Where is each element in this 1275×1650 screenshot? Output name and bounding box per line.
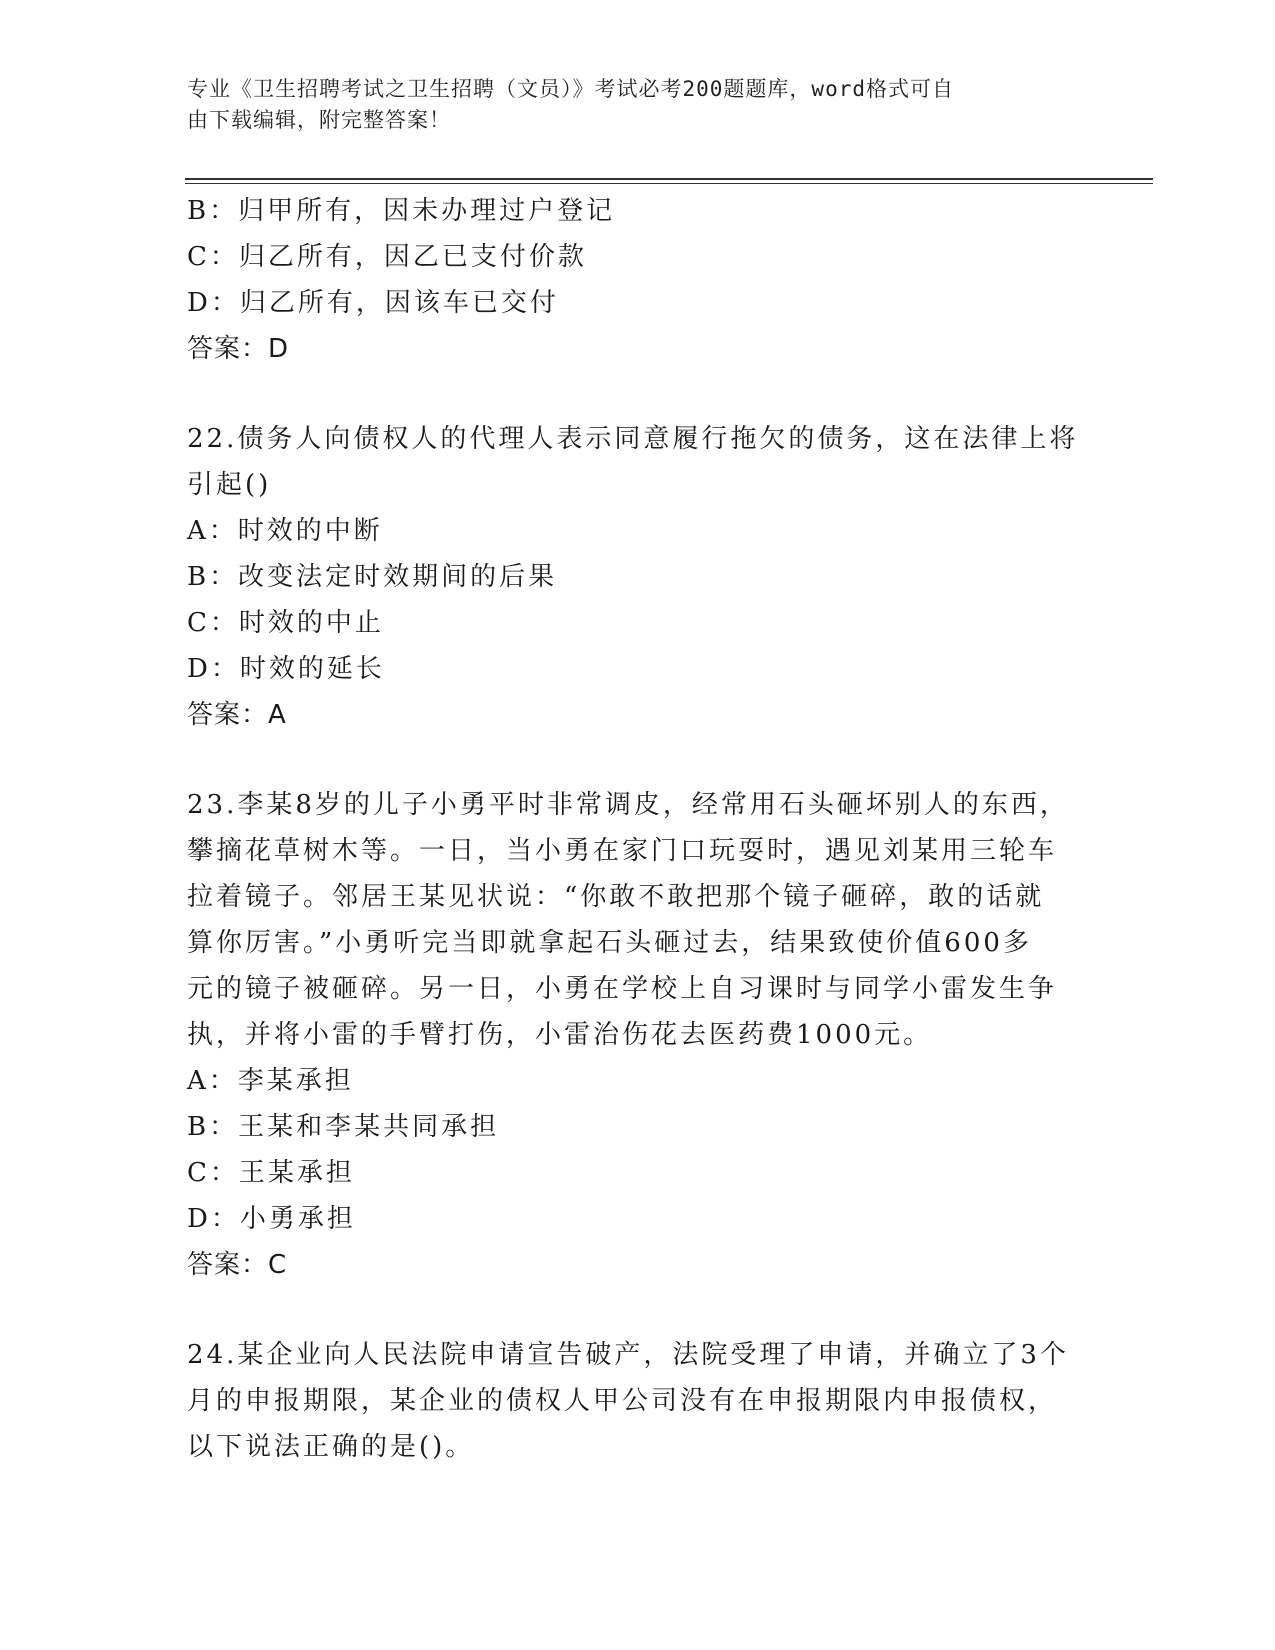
question-list [187, 188, 1087, 1470]
header-line-1: 专业《卫生招聘考试之卫生招聘（文员）》考试必考200题题库，word格式可自 [187, 77, 954, 101]
option-a: A：时效的中断 [187, 516, 383, 546]
question-stem-line: 引起() [187, 470, 272, 500]
option-d: D：时效的延长 [187, 654, 385, 684]
option-b: B：王某和李某共同承担 [187, 1112, 500, 1142]
question-stem-line: 24.某企业向人民法院申请宣告破产，法院受理了申请，并确立了3个 [187, 1340, 1069, 1370]
answer-line: 答案：C [187, 1250, 288, 1280]
option-c: C：时效的中止 [187, 608, 384, 638]
option-d: D：归乙所有，因该车已交付 [187, 288, 559, 318]
answer-line: 答案：D [187, 334, 290, 364]
question-stem-line: 算你厉害。”小勇听完当即就拿起石头砸过去，结果致使价值600多 [187, 928, 1032, 958]
header-line-2: 由下载编辑，附完整答案！ [187, 108, 451, 132]
question-stem-line: 23.李某8岁的儿子小勇平时非常调皮，经常用石头砸坏别人的东西， [187, 790, 1069, 820]
question-stem-line: 月的申报期限，某企业的债权人甲公司没有在申报期限内申报债权， [187, 1386, 1058, 1416]
header-divider-thin [185, 183, 1153, 184]
question-22-block [187, 416, 1087, 738]
spacer [187, 372, 1087, 416]
option-a: A：李某承担 [187, 1066, 354, 1096]
spacer [187, 1288, 1087, 1332]
option-b: B：归甲所有，因未办理过户登记 [187, 196, 616, 226]
question-23-block [187, 782, 1087, 1288]
document-header [187, 74, 1067, 136]
option-c: C：王某承担 [187, 1158, 355, 1188]
spacer [187, 738, 1087, 782]
question-stem-line: 攀摘花草树木等。一日，当小勇在家门口玩耍时，遇见刘某用三轮车 [187, 836, 1058, 866]
question-stem-line: 元的镜子被砸碎。另一日，小勇在学校上自习课时与同学小雷发生争 [187, 974, 1058, 1004]
answer-line: 答案：A [187, 700, 287, 730]
question-stem-line: 拉着镜子。邻居王某见状说：“你敢不敢把那个镜子砸碎，敢的话就 [187, 882, 1045, 912]
option-c: C：归乙所有，因乙已支付价款 [187, 242, 587, 272]
header-divider-thick [185, 178, 1153, 180]
question-stem-line: 执，并将小雷的手臂打伤，小雷治伤花去医药费1000元。 [187, 1020, 933, 1050]
question-24-block [187, 1332, 1087, 1470]
question-stem-line: 22.债务人向债权人的代理人表示同意履行拖欠的债务，这在法律上将 [187, 424, 1079, 454]
question-stem-line: 以下说法正确的是()。 [187, 1432, 475, 1462]
question-21-block [187, 188, 1087, 372]
option-d: D：小勇承担 [187, 1204, 356, 1234]
option-b: B：改变法定时效期间的后果 [187, 562, 558, 592]
